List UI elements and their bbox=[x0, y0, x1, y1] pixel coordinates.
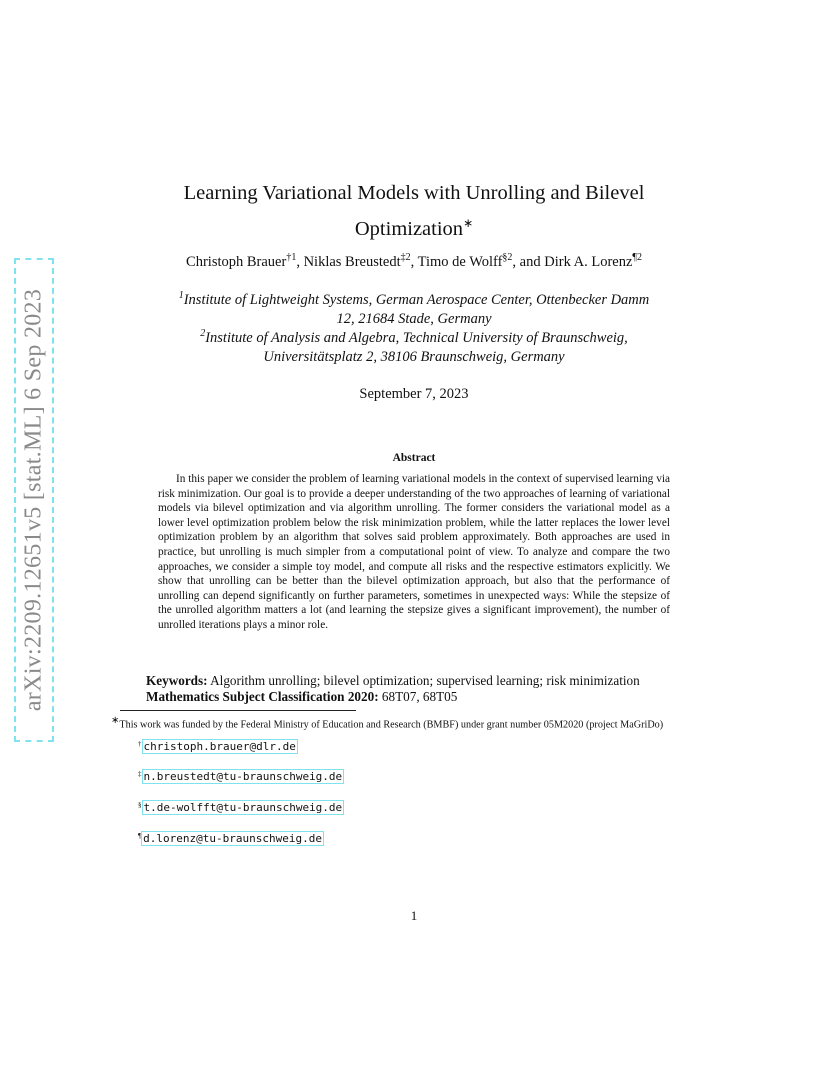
paper-title bbox=[120, 178, 708, 244]
email-footnote-1 bbox=[138, 740, 298, 753]
arxiv-identifier-stamp[interactable] bbox=[14, 258, 54, 742]
email-link[interactable]: t.de-wolfft@tu-braunschweig.de bbox=[143, 801, 343, 814]
affiliation-2 bbox=[120, 324, 708, 367]
affiliation-1 bbox=[120, 286, 708, 329]
author-list bbox=[120, 252, 708, 271]
title-line-2: Optimization bbox=[354, 217, 464, 240]
author-separator: , bbox=[296, 253, 304, 270]
keywords-block bbox=[146, 673, 706, 705]
funding-footnote bbox=[111, 715, 711, 732]
email-link[interactable]: n.breustedt@tu-braunschweig.de bbox=[143, 770, 343, 783]
footnote-mark: § bbox=[138, 801, 142, 809]
author-affiliation-mark: ¶2 bbox=[632, 252, 642, 263]
email-footnote-2 bbox=[138, 770, 344, 783]
keywords-text: Algorithm unrolling; bilevel optimization; supervised learning; risk minimization bbox=[210, 673, 640, 688]
title-footnote-mark: ∗ bbox=[463, 216, 474, 230]
affiliation-line: 12, 21684 Stade, Germany bbox=[336, 310, 492, 327]
page-number: 1 bbox=[410, 908, 418, 923]
arxiv-identifier-text: arXiv:2209.12651v5 [stat.ML] 6 Sep 2023 bbox=[20, 288, 47, 712]
author-name: Niklas Breustedt bbox=[303, 253, 401, 270]
msc-text: 68T07, 68T05 bbox=[381, 689, 458, 704]
abstract-heading: Abstract bbox=[392, 452, 436, 464]
affiliation-number: 1 bbox=[178, 290, 184, 301]
author-affiliation-mark: §2 bbox=[502, 252, 513, 263]
abstract-body: In this paper we consider the problem of learning variational models in the context of supervised learning via risk minimization. Our goal is to provide a deeper understanding of the two approaches of learning of variational models via bilevel optimization and via algorithm unrolling. The former considers the variational model as a lower level optimization problem below the risk minimization problem, while the latter replaces the lower level optimization problem by an algorithm that solves said problem approximately. Both approaches are used in practice, but unrolling is much simpler from a computational point of view. To analyze and compare the two approaches, we consider a simple toy model, and compute all risks and the respective estimators explicitly. We show that unrolling can be better than the bilevel optimization approach, but also that the performance of unrolling can depend significantly on further parameters, sometimes in unexpected ways: While the stepsize of the unrolled algorithm matters a lot (and learning the stepsize gives a significant improvement), the number of unrolled iterations plays a minor role. bbox=[158, 473, 670, 631]
keywords-label: Keywords: bbox=[146, 673, 208, 688]
publication-date: September 7, 2023 bbox=[359, 386, 469, 402]
author-affiliation-mark: ‡2 bbox=[400, 252, 411, 263]
footnote-divider bbox=[120, 710, 356, 711]
affiliation-line: Universitätsplatz 2, 38106 Braunschweig, Germany bbox=[263, 348, 565, 365]
author-separator: , bbox=[410, 253, 418, 270]
footnote-mark: ‡ bbox=[138, 770, 142, 778]
author-name: Christoph Brauer bbox=[186, 253, 287, 270]
footnote-mark: † bbox=[138, 740, 142, 748]
author-separator: , and bbox=[512, 253, 545, 270]
affiliation-line: Institute of Lightweight Systems, German Aerospace Center, Ottenbecker Damm bbox=[183, 291, 650, 308]
author-name: Timo de Wolff bbox=[417, 253, 503, 270]
title-line-1: Learning Variational Models with Unrolling and Bilevel bbox=[183, 182, 645, 204]
email-footnote-3 bbox=[138, 801, 344, 814]
affiliation-line: Institute of Analysis and Algebra, Technical University of Braunschweig, bbox=[205, 329, 628, 346]
email-link[interactable]: d.lorenz@tu-braunschweig.de bbox=[143, 832, 322, 845]
msc-label: Mathematics Subject Classification 2020: bbox=[146, 689, 379, 704]
author-affiliation-mark: †1 bbox=[286, 252, 297, 263]
email-link[interactable]: christoph.brauer@dlr.de bbox=[143, 740, 296, 753]
email-footnote-4 bbox=[138, 832, 324, 845]
funding-text: This work was funded by the Federal Ministry of Education and Research (BMBF) under grant number 05M2020 (project MaGriDo) bbox=[119, 719, 664, 731]
footnote-mark: ∗ bbox=[111, 715, 120, 726]
footnote-mark: ¶ bbox=[138, 832, 142, 840]
author-name: Dirk A. Lorenz bbox=[544, 253, 633, 270]
affiliation-number: 2 bbox=[200, 328, 206, 339]
